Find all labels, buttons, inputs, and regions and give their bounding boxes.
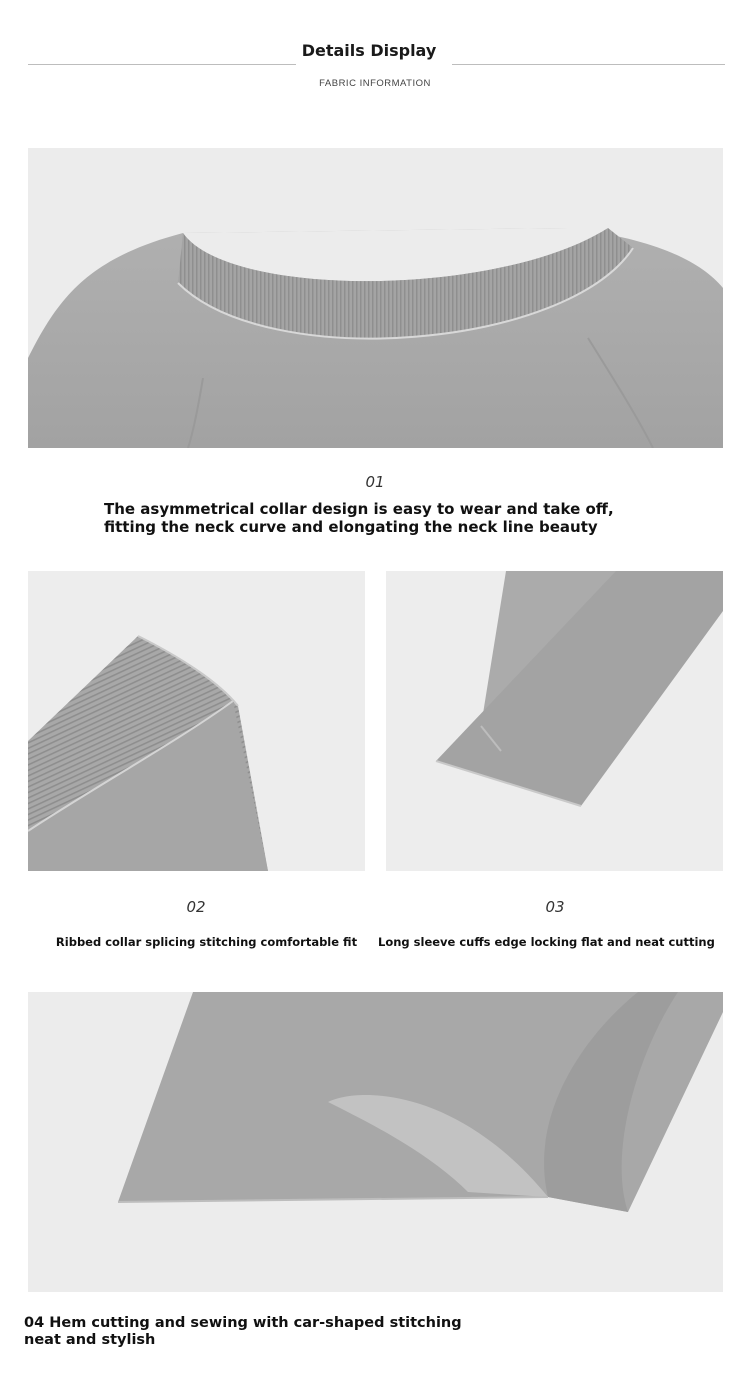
detail-caption-01: The asymmetrical collar design is easy to wear and take off, fitting the neck curve and elongating the neck line beauty bbox=[104, 500, 614, 536]
detail-number-01: 01 bbox=[365, 473, 385, 491]
header-rule-right bbox=[452, 64, 725, 65]
header-rule-left bbox=[28, 64, 296, 65]
hem-detail-photo bbox=[28, 992, 723, 1292]
detail-caption-02: Ribbed collar splicing stitching comfortable fit bbox=[55, 935, 358, 949]
sleeve-cuff-photo bbox=[386, 571, 723, 871]
detail-number-03: 03 bbox=[545, 898, 565, 916]
detail-number-02: 02 bbox=[186, 898, 206, 916]
section-title: Details Display bbox=[296, 41, 442, 65]
detail-caption-04: 04 Hem cutting and sewing with car-shaped stitching neat and stylish bbox=[24, 1315, 462, 1348]
section-subtitle: FABRIC INFORMATION bbox=[319, 78, 431, 89]
ribbed-collar-photo bbox=[28, 571, 365, 871]
detail-caption-03: Long sleeve cuffs edge locking flat and neat cutting bbox=[378, 935, 715, 949]
collar-detail-photo bbox=[28, 148, 723, 448]
